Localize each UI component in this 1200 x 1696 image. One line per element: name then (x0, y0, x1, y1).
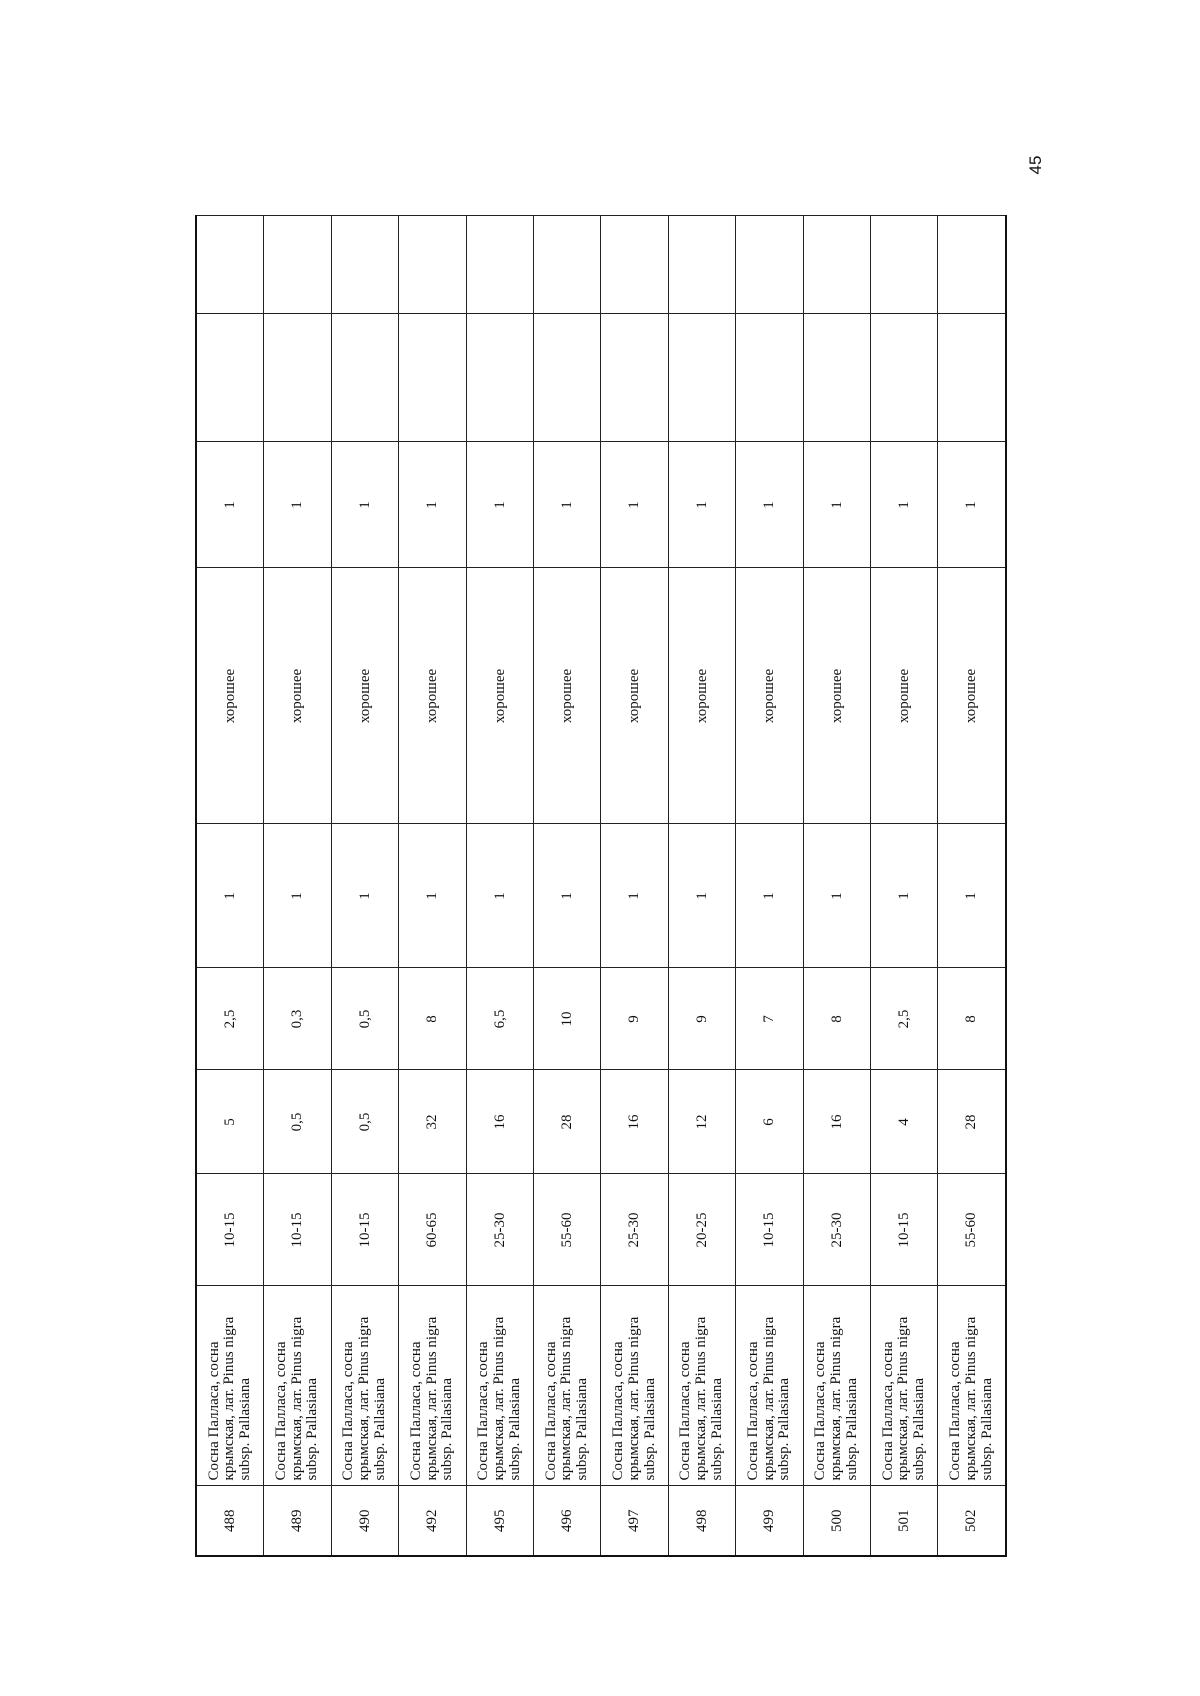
cell-diameter: 28 (938, 1070, 1006, 1174)
cell-age: 10-15 (264, 1174, 331, 1286)
cell-diameter: 32 (399, 1070, 466, 1174)
cell-count: 1 (534, 824, 601, 968)
cell-empty (803, 314, 870, 442)
cell-height: 6,5 (466, 968, 533, 1070)
cell-count: 1 (331, 824, 398, 968)
cell-diameter: 16 (466, 1070, 533, 1174)
cell-height: 10 (534, 968, 601, 1070)
cell-diameter: 16 (803, 1070, 870, 1174)
cell-condition: хорошее (196, 568, 264, 824)
cell-count: 1 (803, 824, 870, 968)
cell-empty (331, 216, 398, 314)
cell-species: Сосна Палласа, сосна крымская, лат. Pinus nigra subsp. Pallasiana (736, 1286, 803, 1486)
rotated-table-container (195, 217, 1007, 1557)
cell-number: 501 (871, 1486, 938, 1556)
cell-empty (938, 216, 1006, 314)
cell-age: 25-30 (601, 1174, 668, 1286)
cell-height: 9 (668, 968, 735, 1070)
cell-age: 20-25 (668, 1174, 735, 1286)
cell-category: 1 (871, 442, 938, 568)
cell-empty (668, 314, 735, 442)
cell-height: 9 (601, 968, 668, 1070)
cell-species: Сосна Палласа, сосна крымская, лат. Pinus nigra subsp. Pallasiana (938, 1286, 1006, 1486)
cell-empty (803, 216, 870, 314)
table-row (668, 216, 735, 1556)
cell-count: 1 (196, 824, 264, 968)
page-number: 45 (1026, 155, 1045, 175)
cell-condition: хорошее (399, 568, 466, 824)
cell-age: 25-30 (466, 1174, 533, 1286)
cell-diameter: 5 (196, 1070, 264, 1174)
cell-number: 498 (668, 1486, 735, 1556)
cell-diameter: 16 (601, 1070, 668, 1174)
cell-age: 55-60 (938, 1174, 1006, 1286)
cell-age: 10-15 (196, 1174, 264, 1286)
table-row (534, 216, 601, 1556)
cell-count: 1 (466, 824, 533, 968)
cell-empty (264, 216, 331, 314)
cell-condition: хорошее (601, 568, 668, 824)
table-row (871, 216, 938, 1556)
cell-empty (399, 314, 466, 442)
cell-category: 1 (399, 442, 466, 568)
cell-category: 1 (331, 442, 398, 568)
table-row (264, 216, 331, 1556)
cell-condition: хорошее (871, 568, 938, 824)
cell-diameter: 4 (871, 1070, 938, 1174)
tree-inventory-table (195, 216, 1007, 1558)
cell-height: 8 (938, 968, 1006, 1070)
cell-number: 488 (196, 1486, 264, 1556)
cell-height: 0,5 (331, 968, 398, 1070)
table-row (601, 216, 668, 1556)
cell-diameter: 12 (668, 1070, 735, 1174)
cell-species: Сосна Палласа, сосна крымская, лат. Pinus nigra subsp. Pallasiana (196, 1286, 264, 1486)
cell-condition: хорошее (736, 568, 803, 824)
cell-empty (871, 216, 938, 314)
cell-category: 1 (736, 442, 803, 568)
cell-count: 1 (668, 824, 735, 968)
cell-height: 2,5 (871, 968, 938, 1070)
cell-category: 1 (668, 442, 735, 568)
cell-empty (871, 314, 938, 442)
cell-empty (466, 216, 533, 314)
cell-empty (399, 216, 466, 314)
cell-condition: хорошее (264, 568, 331, 824)
cell-count: 1 (938, 824, 1006, 968)
cell-height: 2,5 (196, 968, 264, 1070)
cell-age: 55-60 (534, 1174, 601, 1286)
cell-count: 1 (736, 824, 803, 968)
cell-category: 1 (601, 442, 668, 568)
cell-species: Сосна Палласа, сосна крымская, лат. Pinus nigra subsp. Pallasiana (399, 1286, 466, 1486)
cell-count: 1 (399, 824, 466, 968)
cell-number: 495 (466, 1486, 533, 1556)
cell-number: 496 (534, 1486, 601, 1556)
cell-category: 1 (938, 442, 1006, 568)
cell-condition: хорошее (938, 568, 1006, 824)
cell-empty (601, 314, 668, 442)
cell-condition: хорошее (331, 568, 398, 824)
cell-category: 1 (466, 442, 533, 568)
cell-age: 60-65 (399, 1174, 466, 1286)
cell-category: 1 (264, 442, 331, 568)
cell-empty (196, 216, 264, 314)
cell-empty (668, 216, 735, 314)
cell-height: 0,3 (264, 968, 331, 1070)
cell-age: 25-30 (803, 1174, 870, 1286)
cell-diameter: 0,5 (331, 1070, 398, 1174)
cell-species: Сосна Палласа, сосна крымская, лат. Pinus nigra subsp. Pallasiana (803, 1286, 870, 1486)
cell-empty (534, 216, 601, 314)
cell-count: 1 (871, 824, 938, 968)
cell-count: 1 (601, 824, 668, 968)
cell-age: 10-15 (331, 1174, 398, 1286)
cell-condition: хорошее (466, 568, 533, 824)
cell-condition: хорошее (803, 568, 870, 824)
cell-empty (196, 314, 264, 442)
table-row (938, 216, 1006, 1556)
cell-number: 489 (264, 1486, 331, 1556)
cell-height: 7 (736, 968, 803, 1070)
cell-age: 10-15 (871, 1174, 938, 1286)
cell-number: 500 (803, 1486, 870, 1556)
cell-species: Сосна Палласа, сосна крымская, лат. Pinus nigra subsp. Pallasiana (601, 1286, 668, 1486)
cell-empty (534, 314, 601, 442)
cell-condition: хорошее (534, 568, 601, 824)
cell-empty (601, 216, 668, 314)
cell-species: Сосна Палласа, сосна крымская, лат. Pinus nigra subsp. Pallasiana (534, 1286, 601, 1486)
cell-diameter: 6 (736, 1070, 803, 1174)
cell-empty (466, 314, 533, 442)
cell-condition: хорошее (668, 568, 735, 824)
cell-species: Сосна Палласа, сосна крымская, лат. Pinus nigra subsp. Pallasiana (668, 1286, 735, 1486)
table-row (331, 216, 398, 1556)
cell-number: 502 (938, 1486, 1006, 1556)
cell-number: 499 (736, 1486, 803, 1556)
cell-species: Сосна Палласа, сосна крымская, лат. Pinus nigra subsp. Pallasiana (871, 1286, 938, 1486)
cell-species: Сосна Палласа, сосна крымская, лат. Pinus nigra subsp. Pallasiana (331, 1286, 398, 1486)
cell-empty (938, 314, 1006, 442)
cell-height: 8 (399, 968, 466, 1070)
cell-number: 492 (399, 1486, 466, 1556)
cell-age: 10-15 (736, 1174, 803, 1286)
cell-empty (331, 314, 398, 442)
cell-species: Сосна Палласа, сосна крымская, лат. Pinus nigra subsp. Pallasiana (466, 1286, 533, 1486)
cell-empty (736, 314, 803, 442)
table-row (196, 216, 264, 1556)
cell-number: 490 (331, 1486, 398, 1556)
table-row (736, 216, 803, 1556)
cell-height: 8 (803, 968, 870, 1070)
cell-category: 1 (196, 442, 264, 568)
cell-diameter: 28 (534, 1070, 601, 1174)
cell-species: Сосна Палласа, сосна крымская, лат. Pinus nigra subsp. Pallasiana (264, 1286, 331, 1486)
table-row (466, 216, 533, 1556)
cell-category: 1 (803, 442, 870, 568)
table-body (196, 216, 1006, 1556)
table-row (803, 216, 870, 1556)
cell-diameter: 0,5 (264, 1070, 331, 1174)
table-row (399, 216, 466, 1556)
cell-count: 1 (264, 824, 331, 968)
cell-category: 1 (534, 442, 601, 568)
cell-empty (264, 314, 331, 442)
cell-empty (736, 216, 803, 314)
cell-number: 497 (601, 1486, 668, 1556)
